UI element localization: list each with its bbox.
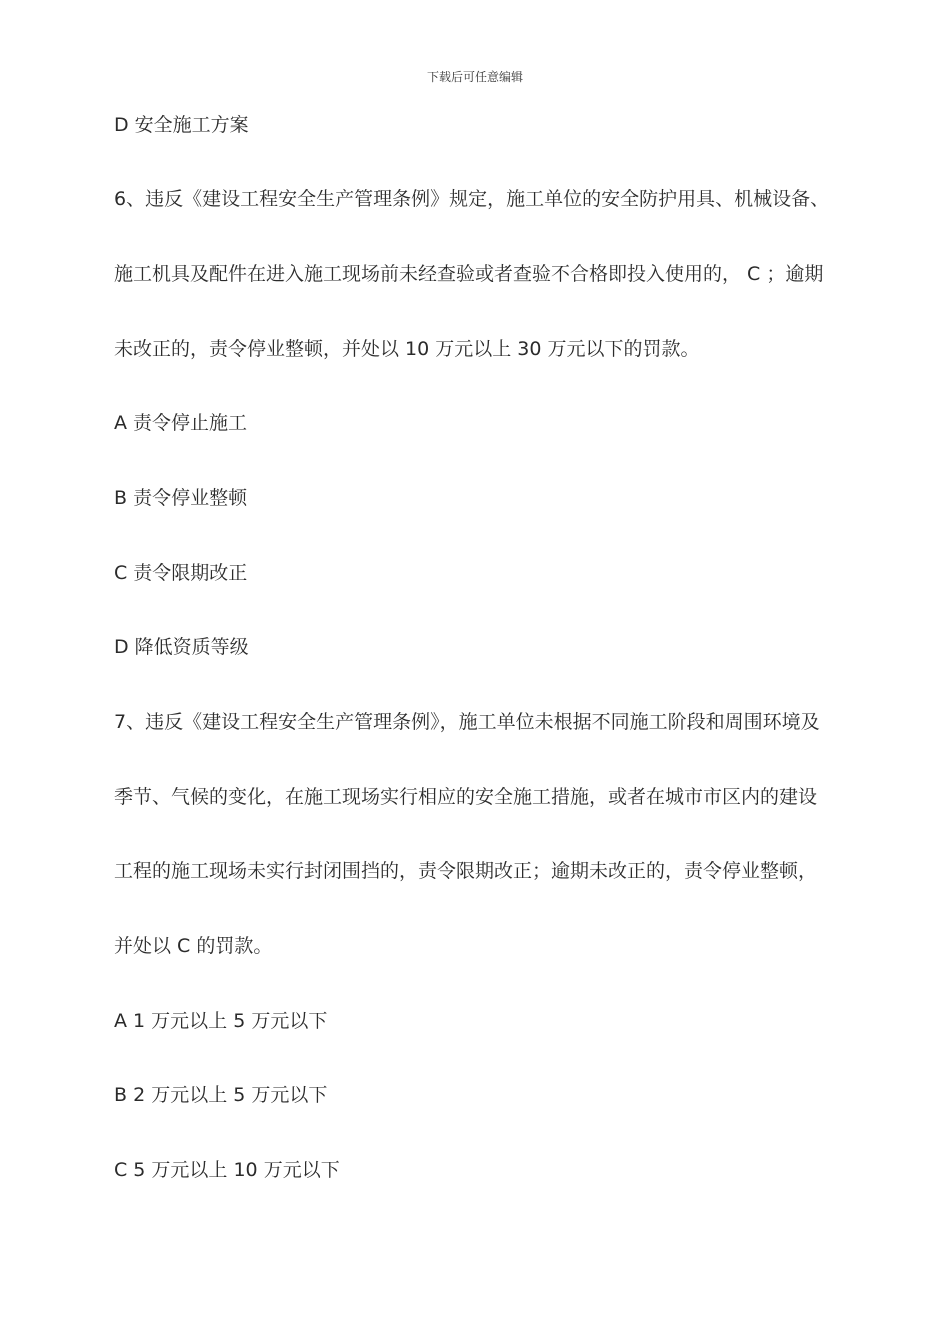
question-7-line-3: 工程的施工现场未实行封闭围挡的，责令限期改正；逾期未改正的，责令停业整顿， [114, 860, 818, 882]
question-7-line-1: 7、违反《建设工程安全生产管理条例》，施工单位未根据不同施工阶段和周围环境及 [114, 711, 820, 733]
option-b-q6: B 责令停业整顿 [114, 487, 248, 509]
option-a-q6: A 责令停止施工 [114, 412, 248, 434]
option-d-q5: D 安全施工方案 [114, 114, 249, 136]
option-d-q6: D 降低资质等级 [114, 636, 249, 658]
question-6-line-3: 未改正的，责令停业整顿，并处以 10 万元以上 30 万元以下的罚款。 [114, 338, 700, 360]
question-6-line-2: 施工机具及配件在进入施工现场前未经查验或者查验不合格即投入使用的， C ；逾期 [114, 263, 824, 285]
question-7-line-2: 季节、气候的变化，在施工现场实行相应的安全施工措施，或者在城市市区内的建设 [114, 786, 818, 808]
page-header: 下载后可任意编辑 [426, 70, 523, 84]
option-c-q7: C 5 万元以上 10 万元以下 [114, 1159, 340, 1181]
question-7-line-4: 并处以 C 的罚款。 [114, 935, 273, 957]
option-a-q7: A 1 万元以上 5 万元以下 [114, 1010, 328, 1032]
option-b-q7: B 2 万元以上 5 万元以下 [114, 1084, 328, 1106]
question-6-line-1: 6、违反《建设工程安全生产管理条例》规定，施工单位的安全防护用具、机械设备、 [114, 188, 830, 210]
option-c-q6: C 责令限期改正 [114, 562, 248, 584]
